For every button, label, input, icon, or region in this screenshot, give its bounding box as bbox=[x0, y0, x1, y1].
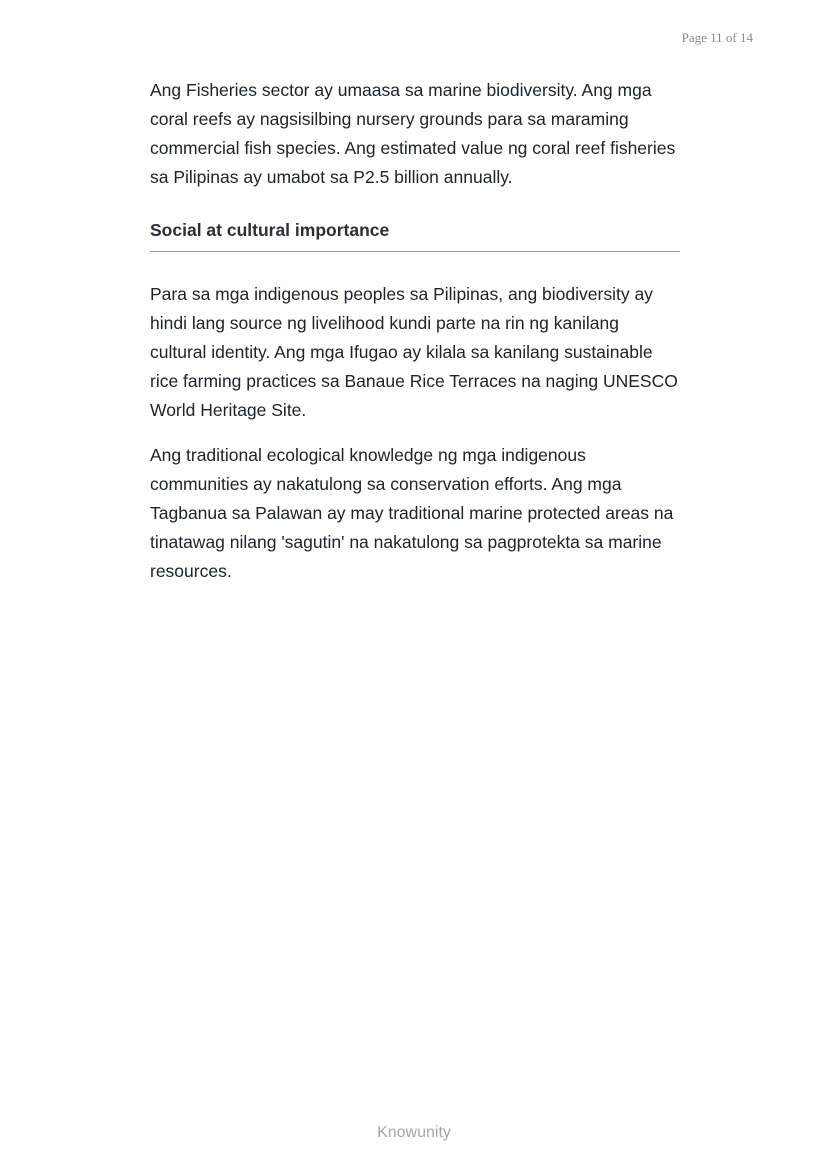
footer-brand: Knowunity bbox=[377, 1124, 451, 1141]
paragraph-traditional-knowledge: Ang traditional ecological knowledge ng mga indigenous communities ay nakatulong sa conservation efforts. Ang mga Tagbanua sa Palawan ay may traditional marine protected areas na tinatawag nilang 'sagutin' na nakatulong sa pagprotekta sa marine resources. bbox=[150, 445, 674, 581]
paragraph-fisheries: Ang Fisheries sector ay umaasa sa marine biodiversity. Ang mga coral reefs ay nagsisilbing nursery grounds para sa maraming commercial fish species. Ang estimated value ng coral reef fisheries sa Pilipinas ay umabot sa P2.5 billion annually. bbox=[150, 80, 676, 187]
document-body bbox=[150, 76, 680, 602]
page-number: Page 11 of 14 bbox=[681, 30, 753, 45]
section-heading: Social at cultural importance bbox=[150, 220, 680, 252]
paragraph-indigenous-peoples: Para sa mga indigenous peoples sa Pilipinas, ang biodiversity ay hindi lang source ng livelihood kundi parte na rin ng kanilang cultural identity. Ang mga Ifugao ay kilala sa kanilang sustainable rice farming practices sa Banaue Rice Terraces na naging UNESCO World Heritage Site. bbox=[150, 284, 678, 420]
